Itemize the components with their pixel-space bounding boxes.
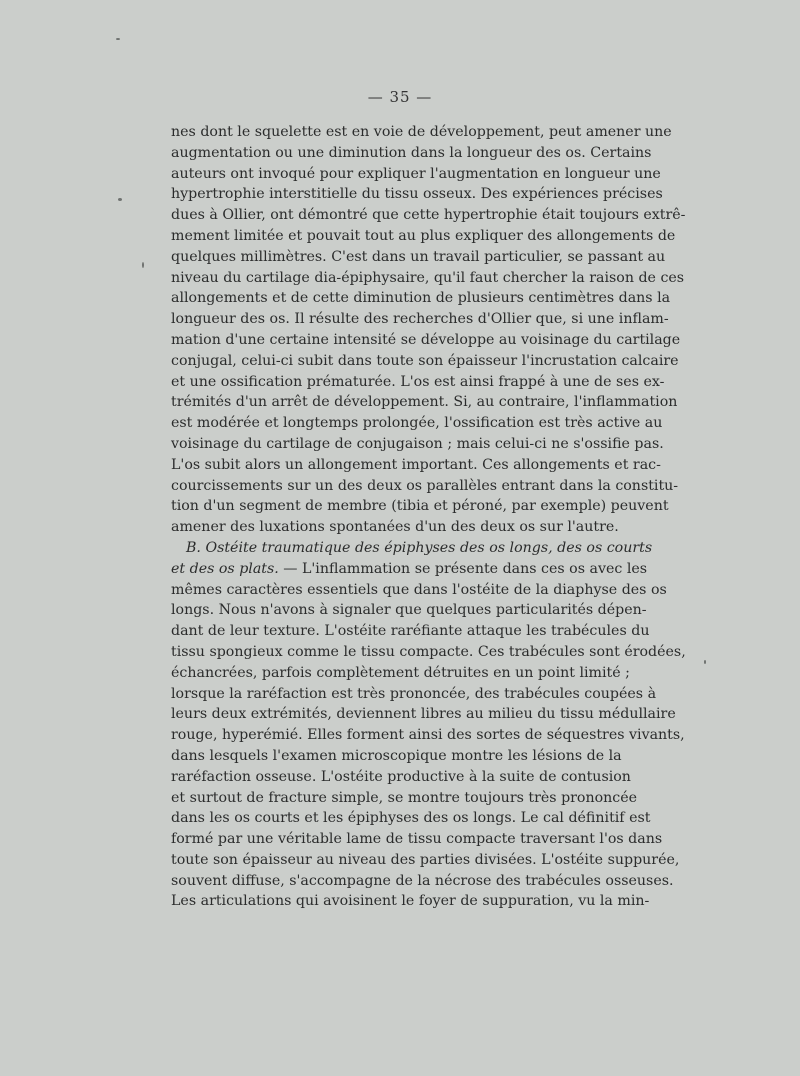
text-line: souvent diffuse, s'accompagne de la nécrose des trabécules osseuses. <box>171 872 674 889</box>
text-line: trémités d'un arrêt de développement. Si, au contraire, l'inflammation <box>171 394 678 411</box>
text-line: mêmes caractères essentiels que dans l'ostéite de la diaphyse des os <box>171 581 667 598</box>
text-line: formé par une véritable lame de tissu compacte traversant l'os dans <box>171 831 663 848</box>
text-line: allongements et de cette diminution de plusieurs centimètres dans la <box>171 290 671 307</box>
text-line: quelques millimètres. C'est dans un travail particulier, se passant au <box>171 248 666 265</box>
text-line: L'os subit alors un allongement important. Ces allongements et rac- <box>171 456 661 473</box>
section-heading-rest: — L'inflammation se présente dans ces os avec les <box>278 560 648 577</box>
paper-speck <box>142 262 144 268</box>
section-heading: B. Ostéite traumatique des épiphyses des os longs, des os courts <box>186 539 653 556</box>
text-line: dans lesquels l'examen microscopique montre les lésions de la <box>171 747 622 764</box>
paper-speck <box>704 660 706 664</box>
text-line: courcissements sur un des deux os parallèles entrant dans la constitu- <box>171 477 679 494</box>
text-line: raréfaction osseuse. L'ostéite productive à la suite de contusion <box>171 768 631 785</box>
text-line: lorsque la raréfaction est très prononcée, des trabécules coupées à <box>171 685 657 702</box>
text-line: mement limitée et pouvait tout au plus expliquer des allongements de <box>171 227 676 244</box>
text-line: est modérée et longtemps prolongée, l'ossification est très active au <box>171 415 663 432</box>
text-line: rouge, hyperémié. Elles forment ainsi des sortes de séquestres vivants, <box>171 727 685 744</box>
text-line: toute son épaisseur au niveau des parties divisées. L'ostéite suppurée, <box>171 851 680 868</box>
text-line: augmentation ou une diminution dans la longueur des os. Certains <box>171 144 652 161</box>
body-text <box>171 122 686 912</box>
paper-speck <box>116 38 120 40</box>
text-line: amener des luxations spontanées d'un des deux os sur l'autre. <box>171 519 619 536</box>
text-line: longs. Nous n'avons à signaler que quelques particularités dépen- <box>171 602 647 619</box>
section-heading-continuation <box>171 559 648 580</box>
text-line: conjugal, celui-ci subit dans toute son épaisseur l'incrustation calcaire <box>171 352 679 369</box>
text-line: dans les os courts et les épiphyses des os longs. Le cal définitif est <box>171 810 651 827</box>
text-line: mation d'une certaine intensité se développe au voisinage du cartilage <box>171 331 681 348</box>
text-line: niveau du cartilage dia-épiphysaire, qu'il faut chercher la raison de ces <box>171 269 685 286</box>
text-line: nes dont le squelette est en voie de développement, peut amener une <box>171 124 672 140</box>
text-line: voisinage du cartilage de conjugaison ; mais celui-ci ne s'ossifie pas. <box>171 435 664 452</box>
text-line: tion d'un segment de membre (tibia et péroné, par exemple) peuvent <box>171 498 669 515</box>
text-line: tissu spongieux comme le tissu compacte. Ces trabécules sont érodées, <box>171 643 686 660</box>
page-number: — 35 — <box>367 88 433 106</box>
text-line: auteurs ont invoqué pour expliquer l'augmentation en longueur une <box>171 165 661 182</box>
text-line: échancrées, parfois complètement détruites en un point limité ; <box>171 664 630 681</box>
text-line: Les articulations qui avoisinent le foyer de suppuration, vu la min- <box>171 893 650 910</box>
section-heading-italic: et des os plats. <box>171 560 279 577</box>
text-line: hypertrophie interstitielle du tissu osseux. Des expériences précises <box>171 186 663 203</box>
text-line: dues à Ollier, ont démontré que cette hypertrophie était toujours extrê- <box>171 207 686 224</box>
text-line: longueur des os. Il résulte des recherches d'Ollier que, si une inflam- <box>171 311 669 328</box>
text-line: leurs deux extrémités, deviennent libres au milieu du tissu médullaire <box>171 706 676 723</box>
text-line: dant de leur texture. L'ostéite raréfiante attaque les trabécules du <box>171 623 650 640</box>
text-line: et une ossification prématurée. L'os est ainsi frappé à une de ses ex- <box>171 373 665 390</box>
paper-speck <box>118 198 122 201</box>
text-line: et surtout de fracture simple, se montre toujours très prononcée <box>171 789 638 806</box>
